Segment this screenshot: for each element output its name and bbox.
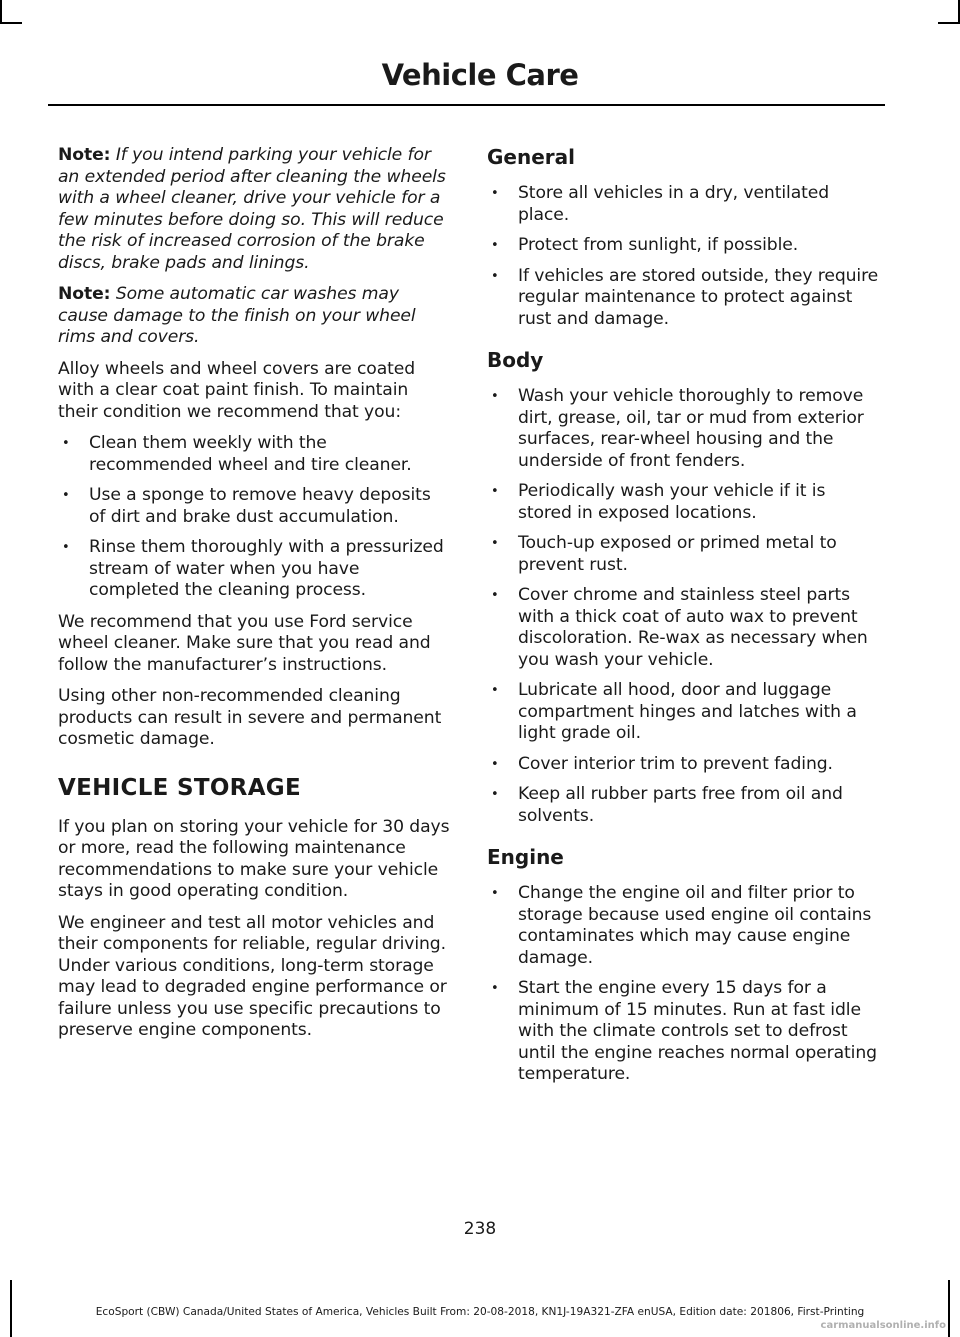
note-label: Note: [58, 284, 111, 304]
paragraph-alloy-wheels: Alloy wheels and wheel covers are coated with a clear coat paint finish. To maintain their condition we recommend that you: [58, 358, 416, 422]
right-column [487, 145, 882, 1096]
page-header-title: Vehicle Care [381, 58, 579, 92]
paragraph-ford-cleaner: We recommend that you use Ford service wheel cleaner. Make sure that you read and follow the manufacturer’s instructions. [58, 611, 431, 675]
watermark: carmanualsonline.info [820, 1320, 946, 1331]
crop-mark-top-left [0, 0, 2, 22]
subheading-engine: Engine [487, 845, 564, 869]
page-number: 238 [463, 1219, 497, 1239]
list-item: • Clean them weekly with the recommended wheel and tire cleaner. [58, 433, 450, 476]
crop-mark-top-left [0, 22, 22, 24]
section-title-vehicle-storage: VEHICLE STORAGE [58, 774, 301, 801]
note-text: Some automatic car washes may cause damage to the finish on your wheel rims and covers. [58, 284, 416, 347]
note-text: If you intend parking your vehicle for an extended period after cleaning the wheels with a wheel cleaner, drive your vehicle for a few minutes before doing so. This will reduce the risk of increased corrosion of the brake discs, brake pads and linings. [58, 145, 446, 273]
list-item: • Protect from sunlight, if possible. [487, 235, 882, 257]
note-label: Note: [58, 145, 111, 165]
crop-mark-top-right [938, 22, 960, 24]
list-item: • Keep all rubber parts free from oil and solvents. [487, 784, 882, 827]
list-item: • Touch-up exposed or primed metal to prevent rust. [487, 533, 882, 576]
header-rule [48, 104, 885, 106]
left-column [58, 145, 450, 1052]
list-item: • Use a sponge to remove heavy deposits of dirt and brake dust accumulation. [58, 485, 450, 528]
paragraph-storage-intro: If you plan on storing your vehicle for 30 days or more, read the following maintenance recommendations to make sure your vehicle stays in good operating condition. [58, 816, 450, 901]
body-list [487, 386, 882, 827]
list-item: • Periodically wash your vehicle if it is stored in exposed locations. [487, 481, 882, 524]
list-item: • Wash your vehicle thoroughly to remove dirt, grease, oil, tar or mud from exterior surfaces, rear-wheel housing and the underside of front fenders. [487, 386, 882, 472]
list-item: • Rinse them thoroughly with a pressurized stream of water when you have completed the cleaning process. [58, 537, 450, 602]
list-item: • Lubricate all hood, door and luggage compartment hinges and latches with a light grade oil. [487, 680, 882, 745]
general-list [487, 183, 882, 330]
note-wheel-cleaner [58, 145, 450, 274]
list-item: • Start the engine every 15 days for a minimum of 15 minutes. Run at fast idle with the climate controls set to defrost until the engine reaches normal operating temperature. [487, 978, 882, 1086]
subheading-body: Body [487, 348, 544, 372]
list-item: • Store all vehicles in a dry, ventilated place. [487, 183, 882, 226]
list-item: • If vehicles are stored outside, they require regular maintenance to protect against rust and damage. [487, 266, 882, 331]
paragraph-other-products: Using other non-recommended cleaning products can result in severe and permanent cosmetic damage. [58, 686, 442, 749]
list-item: • Cover interior trim to prevent fading. [487, 754, 882, 776]
footer-edition-info: EcoSport (CBW) Canada/United States of America, Vehicles Built From: 20-08-2018, KN1J-19A321-ZFA enUSA, Edition date: 201806, First-Printing [95, 1306, 865, 1318]
list-item: • Cover chrome and stainless steel parts with a thick coat of auto wax to prevent discoloration. Re-wax as necessary when you wash your vehicle. [487, 585, 882, 671]
subheading-general: General [487, 145, 575, 169]
engine-list [487, 883, 882, 1086]
list-item: • Change the engine oil and filter prior to storage because used engine oil contains contaminates which may cause engine damage. [487, 883, 882, 969]
paragraph-storage-engineering: We engineer and test all motor vehicles and their components for reliable, regular driving. Under various conditions, long-term storage may lead to degraded engine performance or failure unless you use specific precautions to preserve engine components. [58, 912, 447, 1040]
wheel-care-list [58, 433, 450, 602]
note-car-wash [58, 284, 450, 349]
